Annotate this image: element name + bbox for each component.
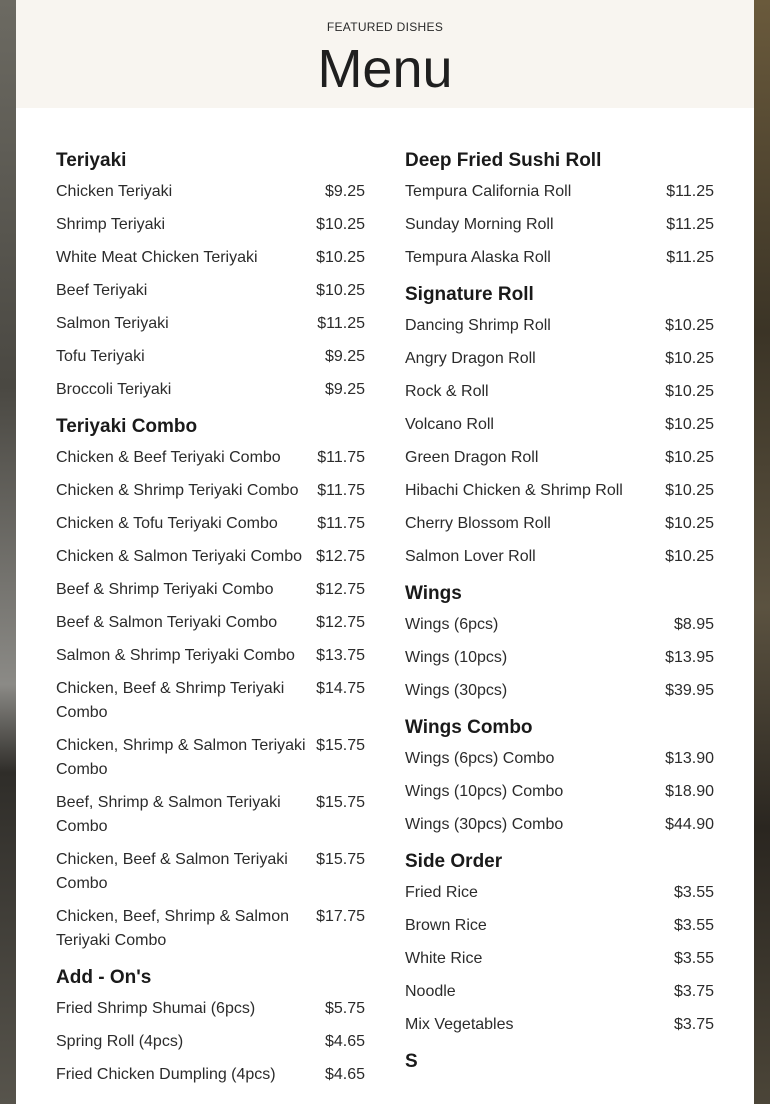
menu-section-wings-combo <box>405 717 714 837</box>
menu-item-name: Volcano Roll <box>405 416 494 433</box>
menu-item-price: $12.75 <box>316 581 365 598</box>
menu-item <box>56 997 365 1021</box>
section-title: Wings Combo <box>405 717 533 738</box>
menu-item-name: Fried Rice <box>405 884 478 901</box>
menu-item-price: $10.25 <box>665 449 714 466</box>
menu-item-name: Chicken Teriyaki <box>56 183 173 200</box>
menu-item <box>56 378 365 402</box>
menu-section-wings <box>405 583 714 703</box>
menu-item-name: Dancing Shrimp Roll <box>405 317 551 334</box>
menu-item-price: $10.25 <box>665 383 714 400</box>
menu-item-name: Cherry Blossom Roll <box>405 515 551 532</box>
menu-item <box>405 747 714 771</box>
menu-item <box>405 947 714 971</box>
section-title: Wings <box>405 583 462 604</box>
menu-column-left <box>56 150 365 1101</box>
menu-item-price: $11.75 <box>317 449 365 466</box>
menu-item-name: Wings (6pcs) Combo <box>405 750 555 767</box>
menu-item-price: $10.25 <box>665 515 714 532</box>
menu-item-price: $9.25 <box>324 183 365 200</box>
menu-item-price: $4.65 <box>324 1033 365 1050</box>
menu-item-price: $10.25 <box>316 216 365 233</box>
menu-section-add-on-s <box>56 967 365 1087</box>
menu-item-name: Chicken & Tofu Teriyaki Combo <box>56 515 278 532</box>
menu-item-name: Mix Vegetables <box>405 1016 514 1033</box>
menu-item-price: $13.90 <box>665 750 714 767</box>
menu-item-price: $3.75 <box>673 983 714 1000</box>
menu-item-price: $11.25 <box>666 216 714 233</box>
menu-item-name: Brown Rice <box>405 917 487 934</box>
menu-item <box>56 1063 365 1087</box>
menu-item <box>56 791 365 839</box>
menu-item-name: Salmon Teriyaki <box>56 315 169 332</box>
menu-item <box>405 545 714 569</box>
menu-item-name: Broccoli Teriyaki <box>56 381 172 398</box>
menu-item <box>56 180 365 204</box>
menu-item <box>405 1013 714 1037</box>
menu-item-name: Wings (30pcs) <box>405 682 508 699</box>
menu-item-name: Wings (10pcs) Combo <box>405 783 564 800</box>
menu-item-name: Spring Roll (4pcs) <box>56 1033 184 1050</box>
menu-item <box>56 905 365 953</box>
menu-item-name: Green Dragon Roll <box>405 449 539 466</box>
menu-item-name: Chicken, Beef & Salmon Teriyaki Combo <box>56 851 288 892</box>
menu-item <box>405 613 714 637</box>
menu-item-price: $11.75 <box>317 482 365 499</box>
menu-item-price: $39.95 <box>665 682 714 699</box>
background-left-photo <box>0 0 16 1104</box>
menu-item <box>405 679 714 703</box>
menu-item-price: $15.75 <box>316 851 365 868</box>
menu-item-price: $3.55 <box>673 884 714 901</box>
menu-item <box>56 734 365 782</box>
section-title: Teriyaki <box>56 150 127 171</box>
menu-item <box>405 413 714 437</box>
menu-item-name: Chicken & Beef Teriyaki Combo <box>56 449 281 466</box>
menu-item-price: $9.25 <box>324 348 365 365</box>
menu-item-price: $13.95 <box>665 649 714 666</box>
menu-section-teriyaki <box>56 150 365 402</box>
menu-item <box>405 213 714 237</box>
menu-item <box>56 312 365 336</box>
section-title: Deep Fried Sushi Roll <box>405 150 602 171</box>
menu-item-price: $17.75 <box>316 908 365 925</box>
menu-item-name: Wings (10pcs) <box>405 649 508 666</box>
section-title: Teriyaki Combo <box>56 416 198 437</box>
section-title: Side Order <box>405 851 503 872</box>
menu-item <box>56 611 365 635</box>
menu-item-price: $11.25 <box>666 249 714 266</box>
menu-item <box>56 446 365 470</box>
menu-item <box>405 813 714 837</box>
menu-item-name: Rock & Roll <box>405 383 489 400</box>
menu-item-name: Chicken, Shrimp & Salmon Teriyaki Combo <box>56 737 306 778</box>
menu-item-name: Chicken & Shrimp Teriyaki Combo <box>56 482 299 499</box>
menu-header <box>16 0 754 108</box>
menu-item <box>56 545 365 569</box>
menu-eyebrow: FEATURED DISHES <box>326 20 444 34</box>
menu-item-price: $4.65 <box>324 1066 365 1083</box>
menu-item-price: $8.95 <box>673 616 714 633</box>
menu-item-price: $13.75 <box>316 647 365 664</box>
menu-item-price: $3.75 <box>673 1016 714 1033</box>
menu-item-price: $11.75 <box>317 515 365 532</box>
menu-item-price: $14.75 <box>316 680 365 697</box>
menu-item <box>405 479 714 503</box>
menu-item-name: Tempura California Roll <box>405 183 572 200</box>
menu-item <box>405 246 714 270</box>
menu-item <box>405 780 714 804</box>
menu-item <box>56 1030 365 1054</box>
menu-item-name: Chicken, Beef & Shrimp Teriyaki Combo <box>56 680 285 721</box>
menu-item-price: $9.25 <box>324 381 365 398</box>
menu-item-price: $10.25 <box>316 282 365 299</box>
menu-section-s <box>405 1051 714 1073</box>
menu-item-price: $11.25 <box>317 315 365 332</box>
menu-item <box>405 980 714 1004</box>
menu-item-name: Salmon & Shrimp Teriyaki Combo <box>56 647 295 664</box>
menu-item-price: $18.90 <box>665 783 714 800</box>
menu-item <box>56 213 365 237</box>
menu-item-price: $12.75 <box>316 548 365 565</box>
menu-item-name: Beef Teriyaki <box>56 282 148 299</box>
menu-item-name: Beef & Salmon Teriyaki Combo <box>56 614 278 631</box>
menu-item-name: Fried Chicken Dumpling (4pcs) <box>56 1066 276 1083</box>
menu-item <box>405 347 714 371</box>
menu-item <box>405 446 714 470</box>
section-title: Add - On's <box>56 967 152 988</box>
menu-item-name: Beef & Shrimp Teriyaki Combo <box>56 581 274 598</box>
menu-item-name: Tempura Alaska Roll <box>405 249 551 266</box>
menu-item <box>405 881 714 905</box>
background-right-photo <box>754 0 770 1104</box>
section-title: S <box>405 1051 418 1072</box>
menu-item <box>405 380 714 404</box>
menu-item <box>405 646 714 670</box>
menu-item-price: $15.75 <box>316 737 365 754</box>
menu-item-name: Sunday Morning Roll <box>405 216 554 233</box>
menu-section-side-order <box>405 851 714 1037</box>
menu-item-price: $10.25 <box>665 350 714 367</box>
menu-section-deep-fried-sushi-roll <box>405 150 714 270</box>
menu-item <box>56 848 365 896</box>
menu-item <box>56 479 365 503</box>
menu-item-name: Angry Dragon Roll <box>405 350 536 367</box>
menu-item <box>56 246 365 270</box>
menu-item <box>56 644 365 668</box>
menu-item-name: Noodle <box>405 983 456 1000</box>
menu-item <box>405 512 714 536</box>
menu-item-price: $15.75 <box>316 794 365 811</box>
menu-item <box>56 279 365 303</box>
menu-item-price: $3.55 <box>673 950 714 967</box>
menu-item-price: $44.90 <box>665 816 714 833</box>
menu-item-price: $10.25 <box>665 548 714 565</box>
menu-section-teriyaki-combo <box>56 416 365 953</box>
menu-item <box>56 512 365 536</box>
menu-panel <box>16 0 754 1104</box>
menu-item-price: $10.25 <box>316 249 365 266</box>
menu-item-price: $3.55 <box>673 917 714 934</box>
menu-item <box>405 180 714 204</box>
menu-item-name: Tofu Teriyaki <box>56 348 145 365</box>
menu-item-name: Fried Shrimp Shumai (6pcs) <box>56 1000 256 1017</box>
menu-item-name: Salmon Lover Roll <box>405 548 536 565</box>
menu-item <box>405 314 714 338</box>
menu-item-price: $10.25 <box>665 416 714 433</box>
menu-item-name: Wings (6pcs) <box>405 616 499 633</box>
menu-item-name: Shrimp Teriyaki <box>56 216 166 233</box>
menu-item-name: Wings (30pcs) Combo <box>405 816 564 833</box>
menu-title: Menu <box>317 39 453 99</box>
section-title: Signature Roll <box>405 284 534 305</box>
menu-item-name: Chicken & Salmon Teriyaki Combo <box>56 548 303 565</box>
menu-item-name: Beef, Shrimp & Salmon Teriyaki Combo <box>56 794 281 835</box>
menu-item-price: $5.75 <box>324 1000 365 1017</box>
menu-item-price: $10.25 <box>665 482 714 499</box>
menu-column-right <box>405 150 714 1087</box>
menu-item-name: Chicken, Beef, Shrimp & Salmon Teriyaki Combo <box>56 908 289 949</box>
menu-item-price: $11.25 <box>666 183 714 200</box>
menu-item-price: $12.75 <box>316 614 365 631</box>
menu-item <box>56 677 365 725</box>
menu-item-name: White Rice <box>405 950 483 967</box>
menu-item <box>56 578 365 602</box>
menu-section-signature-roll <box>405 284 714 569</box>
menu-item <box>405 914 714 938</box>
menu-item-name: Hibachi Chicken & Shrimp Roll <box>405 482 623 499</box>
menu-item <box>56 345 365 369</box>
menu-item-name: White Meat Chicken Teriyaki <box>56 249 258 266</box>
menu-item-price: $10.25 <box>665 317 714 334</box>
